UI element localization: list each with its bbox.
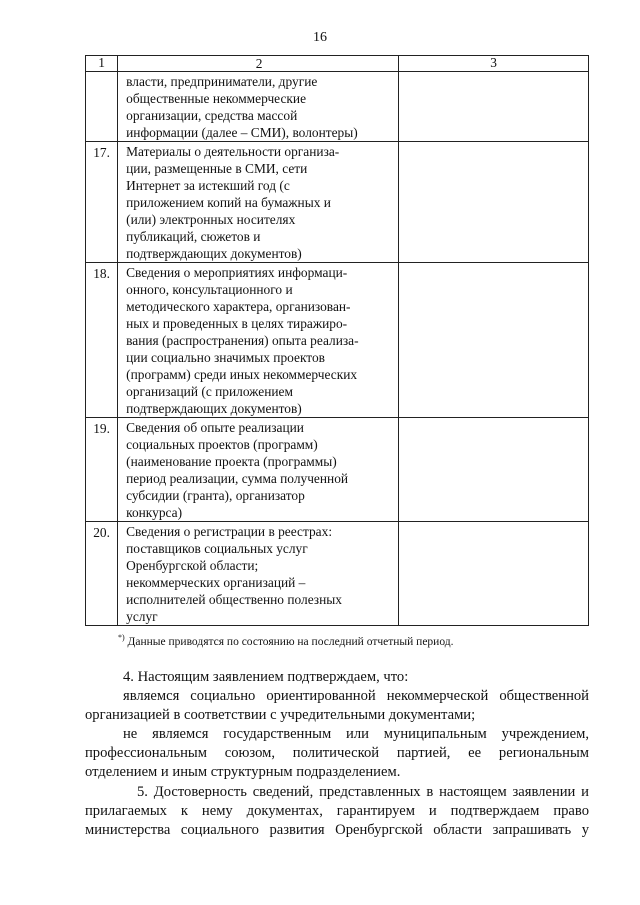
info-table xyxy=(85,55,589,626)
paragraph-line: отделением и иным структурным подразделением. xyxy=(85,764,401,780)
description-line: исполнителей общественно полезных xyxy=(126,592,342,607)
table-row xyxy=(86,72,589,142)
row-description-cell xyxy=(118,142,399,263)
row-value-cell xyxy=(399,142,589,263)
section-4-heading: 4. Настоящим заявлением подтверждаем, что: xyxy=(123,669,409,685)
description-line: Сведения о регистрации в реестрах: xyxy=(126,524,333,539)
paragraph-line: являемся социально ориентированной некоммерческой общественной xyxy=(123,688,589,704)
description-line: Сведения о мероприятиях информаци- xyxy=(126,265,348,280)
row-number xyxy=(86,72,117,74)
description-line: общественные некоммерческие xyxy=(126,91,307,106)
description-line: ции, размещенные в СМИ, сети xyxy=(126,161,308,176)
description-line: (программ) среди иных некоммерческих xyxy=(126,367,358,382)
description-line: Интернет за истекший год (с xyxy=(126,178,290,193)
row-number-cell xyxy=(86,263,118,418)
paragraph-line: организацией в соответствии с учредительными документами; xyxy=(85,707,476,723)
section-5 xyxy=(85,783,589,840)
description-line: ции социально значимых проектов xyxy=(126,350,325,365)
description-line: (или) электронных носителях xyxy=(126,212,296,227)
description-line: онного, консультационного и xyxy=(126,282,293,297)
row-value-cell xyxy=(399,263,589,418)
description-line: организаций (с приложением xyxy=(126,384,293,399)
paragraph-line: не являемся государственным или муниципальным учреждением, xyxy=(123,726,589,742)
description-line: период реализации, сумма полученной xyxy=(126,471,349,486)
description-line: информации (далее – СМИ), волонтеры) xyxy=(126,125,358,140)
paragraph-line: министерства социального развития Оренбургской области запрашивать у xyxy=(85,822,589,838)
description-line: субсидии (гранта), организатор xyxy=(126,488,305,503)
description-line: ных и проведенных в целях тиражиро- xyxy=(126,316,348,331)
row-number-cell xyxy=(86,418,118,522)
description-line: Оренбургской области; xyxy=(126,558,259,573)
row-number: 18. xyxy=(93,266,110,281)
paragraph-line: профессиональным союзом, политической партией, ее региональным xyxy=(85,745,589,761)
description-line: Сведения об опыте реализации xyxy=(126,420,304,435)
row-number-cell xyxy=(86,72,118,142)
table-row xyxy=(86,522,589,626)
description-line: Материалы о деятельности организа- xyxy=(126,144,340,159)
description-line: подтверждающих документов) xyxy=(126,246,302,261)
row-description-cell xyxy=(118,522,399,626)
table-row xyxy=(86,263,589,418)
table-header-cell: 2 xyxy=(118,56,399,72)
description-line: власти, предприниматели, другие xyxy=(126,74,318,89)
row-value-cell xyxy=(399,522,589,626)
row-description-cell xyxy=(118,263,399,418)
row-number: 17. xyxy=(93,145,110,160)
description-line: вания (распространения) опыта реализа- xyxy=(126,333,359,348)
row-number: 20. xyxy=(93,525,110,540)
row-number-cell xyxy=(86,142,118,263)
row-value-cell xyxy=(399,72,589,142)
footnote xyxy=(118,633,453,648)
paragraph-line: прилагаемых к нему документах, гарантируем и подтверждаем право xyxy=(85,803,589,819)
description-line: подтверждающих документов) xyxy=(126,401,302,416)
row-number: 19. xyxy=(93,421,110,436)
description-line: поставщиков социальных услуг xyxy=(126,541,308,556)
description-line: конкурса) xyxy=(126,505,183,520)
description-line: некоммерческих организаций – xyxy=(126,575,306,590)
footnote-marker: *) xyxy=(118,633,125,642)
row-number-cell xyxy=(86,522,118,626)
description-line: социальных проектов (программ) xyxy=(126,437,318,452)
row-description-cell xyxy=(118,72,399,142)
description-line: публикаций, сюжетов и xyxy=(126,229,261,244)
description-line: методического характера, организован- xyxy=(126,299,351,314)
table-header-row xyxy=(86,56,589,72)
row-description-cell xyxy=(118,418,399,522)
page-number: 16 xyxy=(313,30,327,45)
table-header-cell: 3 xyxy=(399,56,589,72)
description-line: организации, средства массой xyxy=(126,108,298,123)
table-row xyxy=(86,142,589,263)
table-header-cell: 1 xyxy=(86,56,118,72)
paragraph-line: 5. Достоверность сведений, представленных в настоящем заявлении и xyxy=(137,784,589,800)
table-row xyxy=(86,418,589,522)
description-line: услуг xyxy=(126,609,158,624)
description-line: (наименование проекта (программы) xyxy=(126,454,337,469)
row-value-cell xyxy=(399,418,589,522)
description-line: приложением копий на бумажных и xyxy=(126,195,331,210)
section-4 xyxy=(85,668,589,782)
footnote-text: Данные приводятся по состоянию на последний отчетный период. xyxy=(124,635,454,648)
